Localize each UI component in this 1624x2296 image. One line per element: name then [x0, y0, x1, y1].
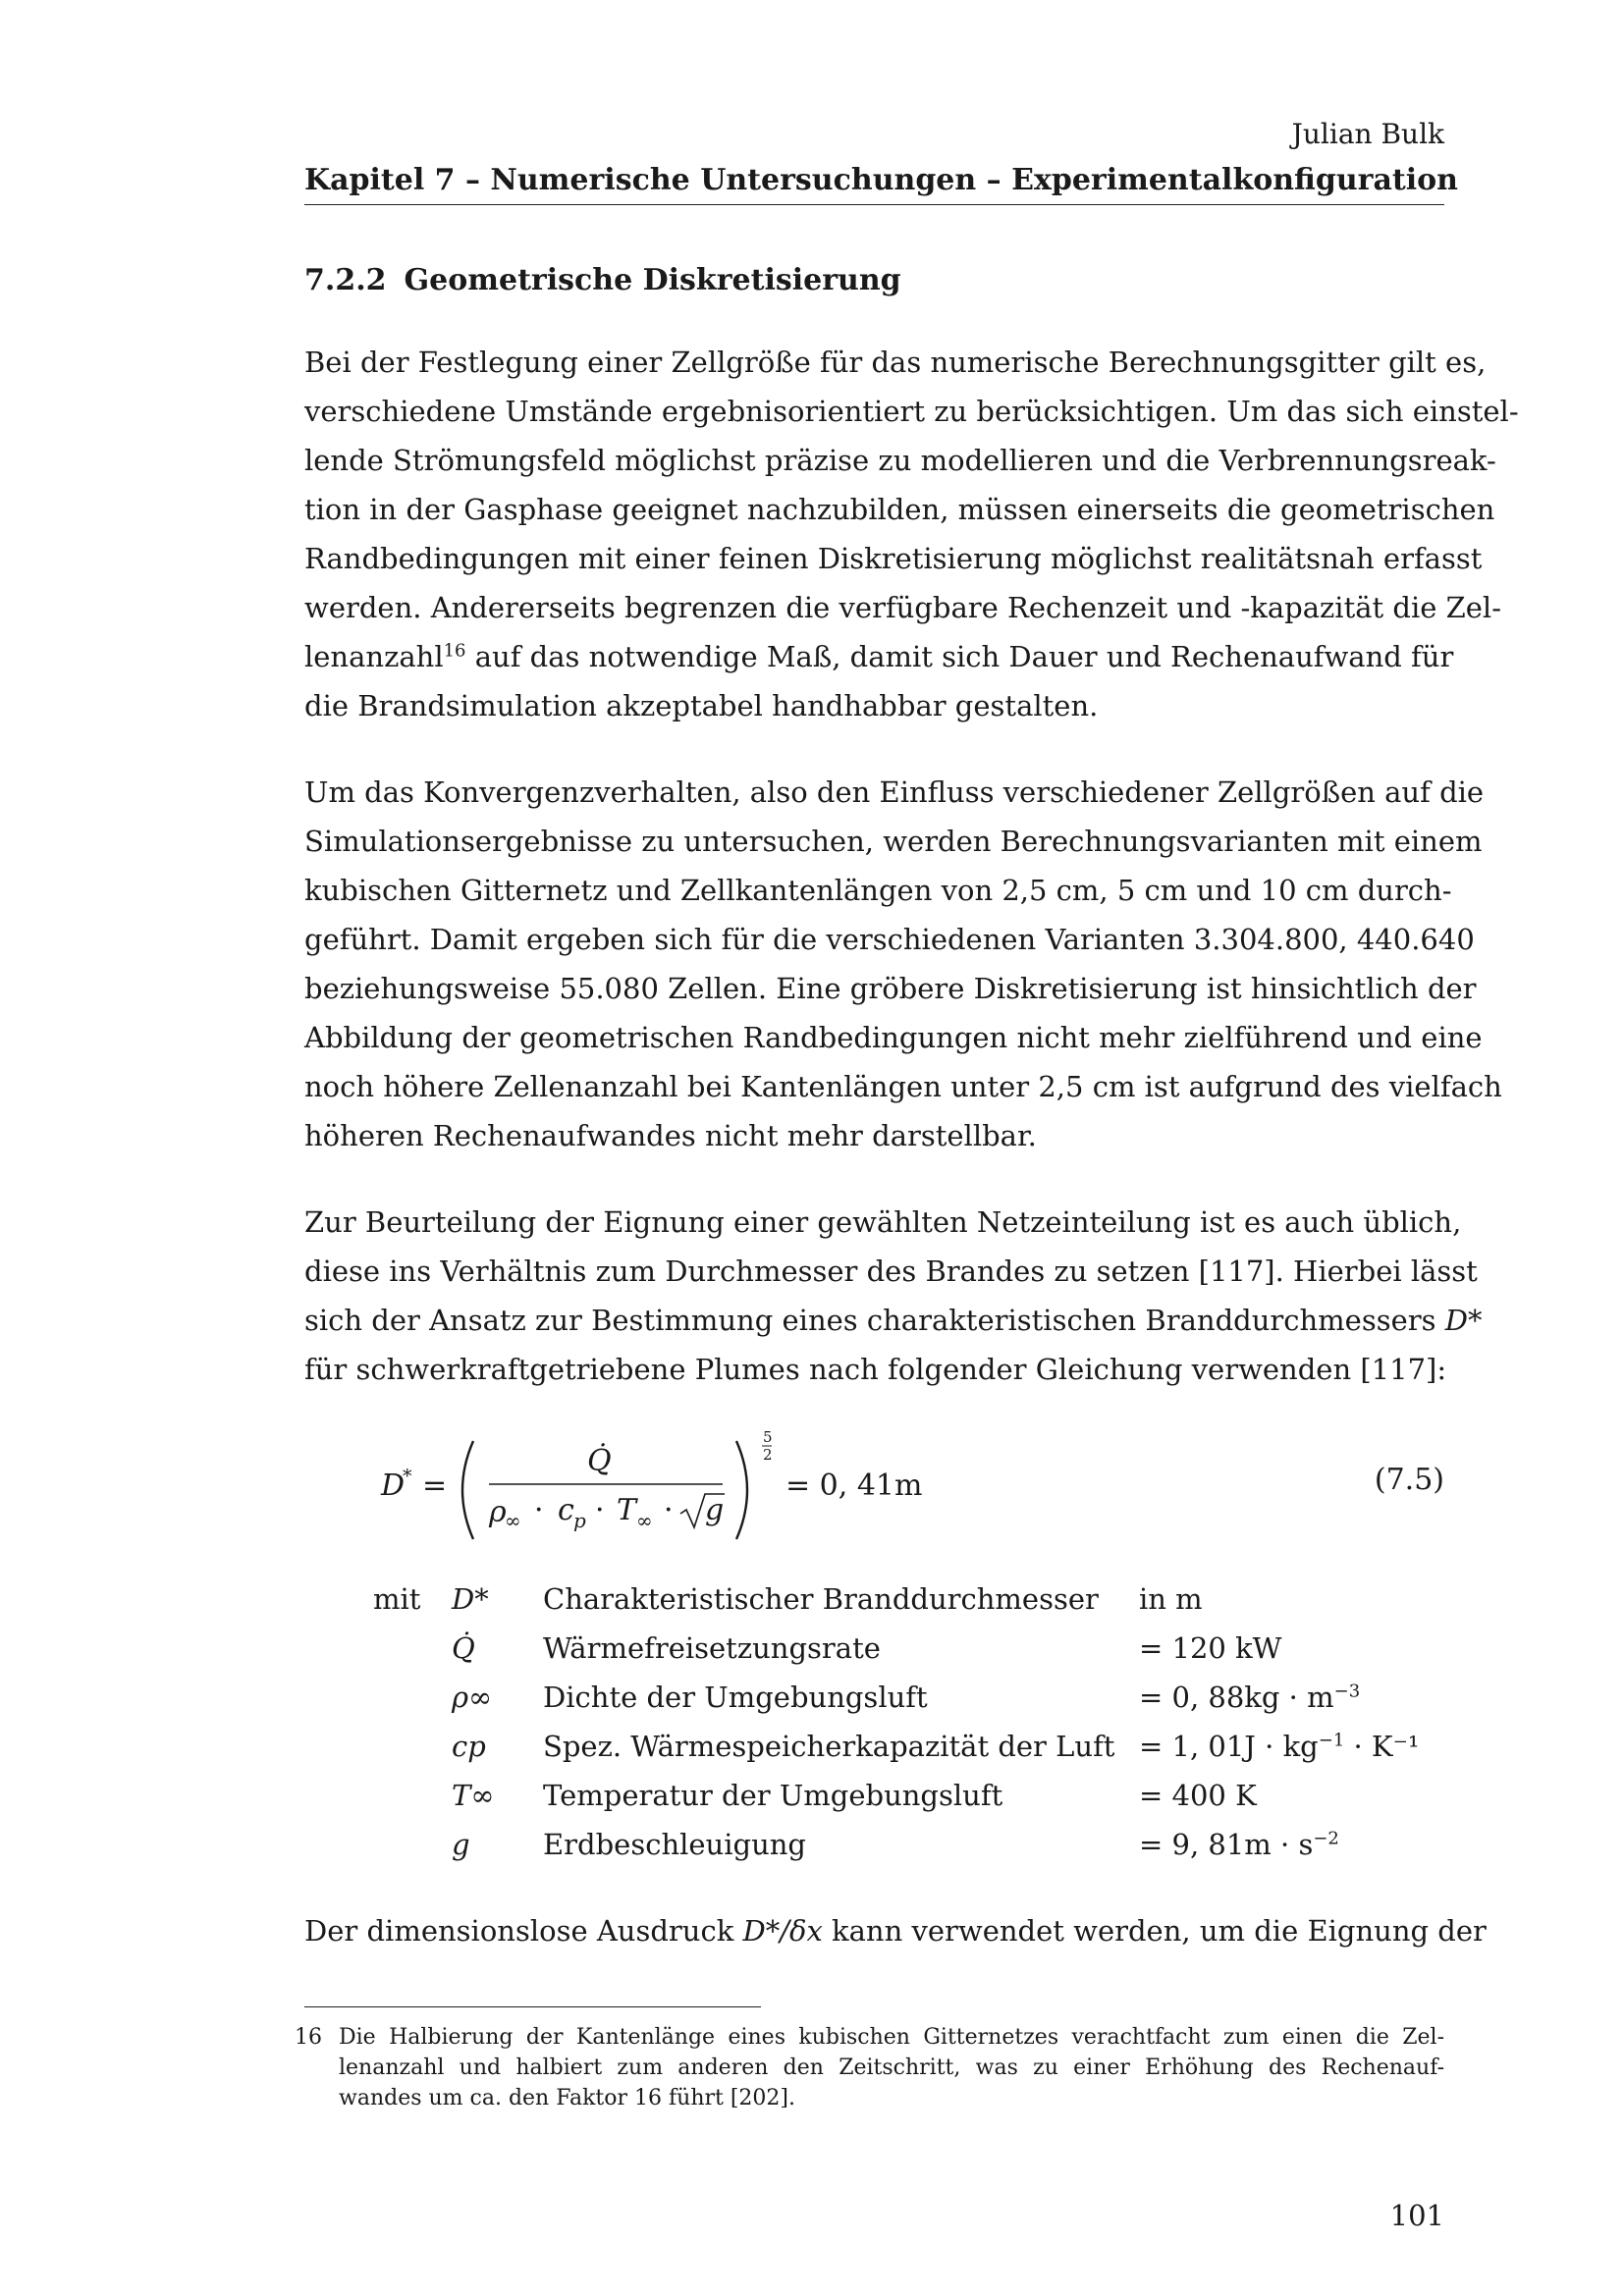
value-text: = 400 K	[1139, 1779, 1257, 1812]
text-line: Um das Konvergenzverhalten, also den Einfluss verschiedener Zellgrößen auf die	[304, 775, 1485, 809]
symbol: g	[452, 1828, 470, 1861]
value-exponent: −3	[1333, 1681, 1361, 1702]
footnote-number: 16	[295, 2025, 322, 2050]
eq-result: = 0, 41m	[785, 1468, 923, 1503]
text-line: die Brandsimulation akzeptabel handhabbar gestalten.	[304, 689, 1099, 722]
text-line	[304, 632, 1454, 681]
text-line	[304, 1906, 1487, 1955]
symbol-description: Spez. Wärmespeicherkapazität der Luft	[543, 1730, 1115, 1763]
symbol-description: Charakteristischer Branddurchmesser	[543, 1582, 1099, 1616]
math-symbol: D*	[1444, 1304, 1483, 1337]
value-tail: · K⁻¹	[1344, 1730, 1420, 1763]
paragraph-2	[304, 768, 1502, 1160]
footnote-divider	[304, 2006, 761, 2007]
running-header-chapter: Kapitel 7 – Numerische Untersuchungen – Experimentalkonfiguration	[304, 163, 1444, 205]
text-line: Abbildung der geometrischen Randbedingungen nicht mehr zielführend und eine	[304, 1021, 1483, 1054]
symbol-value	[1139, 1681, 1360, 1714]
symbol-list-intro: mit	[373, 1582, 421, 1616]
symbol-value	[1139, 1730, 1420, 1763]
text-fragment: lenanzahl	[304, 640, 444, 673]
footnote-line: wandes um ca. den Faktor 16 führt [202].	[339, 2086, 795, 2110]
eq-dot-2: ·	[595, 1493, 605, 1527]
equation-7-5	[373, 1414, 1444, 1551]
equation-formula	[373, 1414, 923, 1551]
paragraph-3	[304, 1198, 1483, 1394]
symbol: Q̇	[452, 1631, 475, 1665]
symbol-description: Wärmefreisetzungsrate	[543, 1631, 881, 1665]
footnote-line: lenanzahl und halbiert zum anderen den Zeitschritt, was zu einer Erhöhung des Rechenauf-	[339, 2056, 1444, 2080]
text-line	[304, 1296, 1483, 1345]
text-line: werden. Andererseits begrenzen die verfügbare Rechenzeit und -kapazität die Zel-	[304, 591, 1501, 624]
text-line: lende Strömungsfeld möglichst präzise zu modellieren und die Verbrennungsreak-	[304, 444, 1496, 477]
text-line: tion in der Gasphase geeignet nachzubilden, müssen einerseits die geometrischen	[304, 493, 1495, 526]
text-fragment: sich der Ansatz zur Bestimmung eines charakteristischen Branddurchmessers	[304, 1304, 1445, 1337]
eq-c-sub: p	[573, 1509, 586, 1532]
eq-rho-sub: ∞	[505, 1509, 521, 1532]
footnote-line: Die Halbierung der Kantenlänge eines kubischen Gitternetzes verachtfacht zum einen die Zel-	[339, 2025, 1444, 2050]
eq-equals: =	[422, 1468, 448, 1503]
math-expression: D*/δx	[742, 1914, 823, 1948]
text-line: Bei der Festlegung einer Zellgröße für das numerische Berechnungsgitter gilt es,	[304, 346, 1487, 379]
symbol: D*	[452, 1582, 489, 1616]
section-number: 7.2.2	[304, 263, 387, 297]
right-parenthesis	[736, 1441, 747, 1539]
eq-dot-3: ·	[664, 1493, 674, 1527]
text-line: für schwerkraftgetriebene Plumes nach folgender Gleichung verwenden [117]:	[304, 1353, 1447, 1386]
text-line: beziehungsweise 55.080 Zellen. Eine gröbere Diskretisierung ist hinsichtlich der	[304, 972, 1477, 1005]
symbol-description: Temperatur der Umgebungsluft	[543, 1779, 1003, 1812]
value-text: = 9, 81m · s	[1139, 1828, 1314, 1861]
eq-rho: ρ	[489, 1495, 507, 1529]
text-line: verschiedene Umstände ergebnisorientiert zu berücksichtigen. Um das sich einstel-	[304, 395, 1519, 428]
text-line: geführt. Damit ergeben sich für die verschiedenen Varianten 3.304.800, 440.640	[304, 923, 1475, 956]
text-line: diese ins Verhältnis zum Durchmesser des Brandes zu setzen [117]. Hierbei lässt	[304, 1255, 1478, 1288]
eq-c: c	[558, 1493, 574, 1527]
symbol: ρ∞	[452, 1681, 493, 1714]
text-fragment: auf das notwendige Maß, damit sich Dauer und Rechenaufwand für	[465, 640, 1454, 673]
value-text: = 120 kW	[1139, 1631, 1282, 1665]
footnote-reference[interactable]: 16	[443, 640, 466, 662]
text-line: noch höhere Zellenanzahl bei Kantenlängen unter 2,5 cm ist aufgrund des vielfach	[304, 1070, 1502, 1103]
eq-exp-num: 5	[763, 1428, 773, 1446]
symbol-description: Dichte der Umgebungsluft	[543, 1681, 928, 1714]
value-text: = 1, 01J · kg	[1139, 1730, 1319, 1763]
section-heading	[304, 263, 901, 297]
text-line: höheren Rechenaufwandes nicht mehr darstellbar.	[304, 1119, 1037, 1152]
running-header-author: Julian Bulk	[1291, 118, 1444, 150]
symbol: T∞	[452, 1779, 495, 1812]
paragraph-4	[304, 1906, 1487, 1955]
footnote	[295, 2022, 1444, 2113]
eq-lhs-star: *	[403, 1466, 412, 1487]
page-number: 101	[1389, 2199, 1444, 2232]
value-exponent: −2	[1313, 1828, 1339, 1849]
text-line: Randbedingungen mit einer feinen Diskretisierung möglichst realitätsnah erfasst	[304, 542, 1483, 575]
eq-exp-den: 2	[763, 1446, 773, 1464]
text-line: kubischen Gitternetz und Zellkantenlängen von 2,5 cm, 5 cm und 10 cm durch-	[304, 874, 1452, 907]
symbol: cp	[452, 1730, 486, 1763]
left-parenthesis	[462, 1441, 473, 1539]
value-text: = 0, 88kg · m	[1139, 1681, 1334, 1714]
paragraph-1	[304, 338, 1519, 730]
equation-number: (7.5)	[1374, 1463, 1444, 1497]
symbol-value	[1139, 1779, 1257, 1812]
eq-T-sub: ∞	[636, 1509, 653, 1532]
symbol-value	[1139, 1582, 1203, 1616]
symbol-description: Erdbeschleuigung	[543, 1828, 806, 1861]
section-title: Geometrische Diskretisierung	[404, 263, 901, 297]
eq-dot-1: ·	[534, 1493, 544, 1527]
eq-numerator: Q̇	[587, 1444, 612, 1478]
eq-T: T	[617, 1493, 637, 1527]
text-line: Simulationsergebnisse zu untersuchen, werden Berechnungsvarianten mit einem	[304, 825, 1483, 858]
eq-g: g	[705, 1493, 725, 1527]
footnote-text	[339, 2022, 1444, 2113]
eq-lhs: D	[381, 1468, 406, 1503]
value-text: in m	[1139, 1582, 1203, 1616]
text-fragment: kann verwendet werden, um die Eignung der	[822, 1914, 1487, 1948]
text-fragment: Der dimensionslose Ausdruck	[304, 1914, 743, 1948]
symbol-value	[1139, 1828, 1339, 1861]
value-exponent: −1	[1318, 1730, 1345, 1751]
symbol-value	[1139, 1631, 1281, 1665]
text-line: Zur Beurteilung der Eignung einer gewählten Netzeinteilung ist es auch üblich,	[304, 1205, 1462, 1239]
